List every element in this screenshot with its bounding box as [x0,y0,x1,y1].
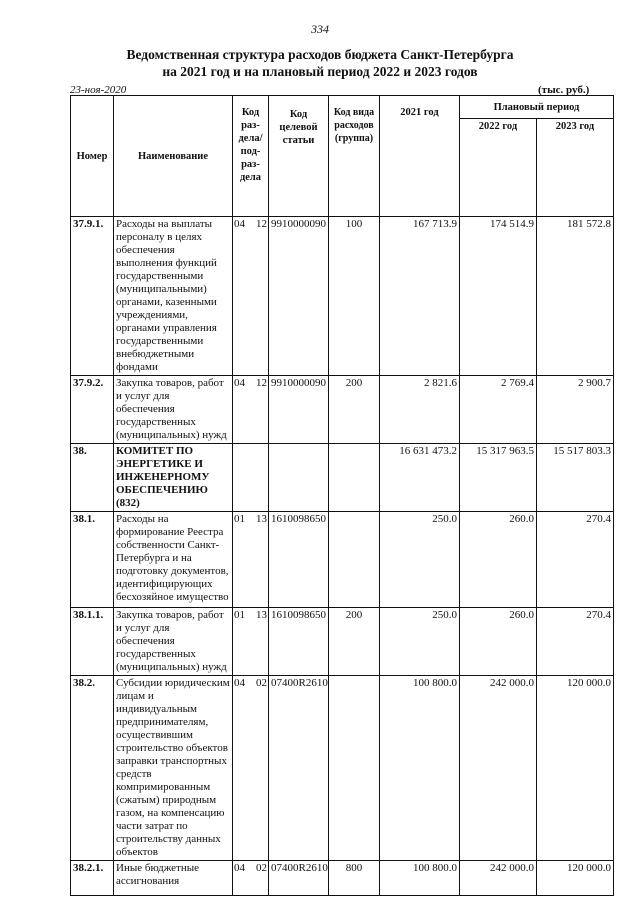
row-target-code: 07400R2610 [269,676,329,861]
row-number: 38.1.1. [71,608,114,676]
row-number: 38.2.1. [71,861,114,896]
row-value-2022: 242 000.0 [460,861,537,896]
header-2022: 2022 год [460,119,537,217]
row-value-2022: 260.0 [460,512,537,608]
document-title [0,46,640,80]
row-value-2021: 16 631 473.2 [380,444,460,512]
title-line-1: Ведомственная структура расходов бюджета Санкт-Петербурга [126,47,514,62]
header-expense-type: Код вида расходов (группа) [329,96,380,217]
row-value-2021: 2 821.6 [380,376,460,444]
row-value-2022: 174 514.9 [460,217,537,376]
row-number: 38. [71,444,114,512]
header-target: Код целевой статьи [269,96,329,217]
row-value-2021: 167 713.9 [380,217,460,376]
section-code: 01 [234,513,245,525]
row-section-code [233,676,269,861]
row-target-code: 1610098650 [269,512,329,608]
row-expense-type [329,512,380,608]
header-number: Номер [71,96,114,217]
row-name: Закупка товаров, работ и услуг для обеспечения государственных (муниципальных) нужд [114,608,233,676]
row-value-2021: 100 800.0 [380,676,460,861]
table-row [71,676,614,861]
row-name: Расходы на выплаты персоналу в целях обеспечения выполнения функций государственными (муниципальными) органами, казенными учреждениями, органами управления государственными внебюджетными фондами [114,217,233,376]
row-target-code: 9910000090 [269,217,329,376]
subsection-code: 12 [256,377,267,389]
header-2023: 2023 год [537,119,614,217]
row-section-code [233,444,269,512]
subsection-code: 13 [256,513,267,525]
row-target-code: 07400R2610 [269,861,329,896]
row-name: Закупка товаров, работ и услуг для обеспечения государственных (муниципальных) нужд [114,376,233,444]
row-expense-type: 200 [329,608,380,676]
row-name: Расходы на формирование Реестра собственности Санкт-Петербурга и на подготовку документов, идентифицирующих бесхозяйное имущество [114,512,233,608]
units-label: (тыс. руб.) [538,84,590,96]
header-name: Наименование [114,96,233,217]
page-number: 334 [311,22,329,36]
subsection-code: 02 [256,677,267,689]
section-code: 01 [234,609,245,621]
row-number: 37.9.1. [71,217,114,376]
table-row [71,512,614,608]
row-value-2021: 250.0 [380,608,460,676]
row-value-2023: 15 517 803.3 [537,444,614,512]
header-planned: Плановый период [460,96,614,119]
header-2021: 2021 год [380,96,460,217]
row-value-2022: 260.0 [460,608,537,676]
row-section-code [233,376,269,444]
section-code: 04 [234,862,245,874]
row-value-2021: 100 800.0 [380,861,460,896]
header-section: Код раз-дела/ под-раз-дела [233,96,269,217]
table-row [71,608,614,676]
subsection-code: 12 [256,218,267,230]
row-target-code: 1610098650 [269,608,329,676]
row-value-2023: 120 000.0 [537,861,614,896]
row-value-2023: 181 572.8 [537,217,614,376]
row-value-2022: 2 769.4 [460,376,537,444]
row-name: Иные бюджетные ассигнования [114,861,233,896]
document-date: 23-ноя-2020 [70,84,127,96]
section-code: 04 [234,377,245,389]
table-row [71,376,614,444]
table-row [71,217,614,376]
row-expense-type [329,444,380,512]
row-value-2021: 250.0 [380,512,460,608]
row-section-code [233,608,269,676]
row-value-2022: 15 317 963.5 [460,444,537,512]
title-line-2: на 2021 год и на плановый период 2022 и 2023 годов [162,64,478,79]
row-target-code [269,444,329,512]
row-value-2023: 2 900.7 [537,376,614,444]
row-value-2023: 120 000.0 [537,676,614,861]
section-code: 04 [234,218,245,230]
row-expense-type [329,676,380,861]
row-name: Субсидии юридическим лицам и индивидуальным предпринимателям, осуществившим строительство объектов заправки транспортных средств компримированным (сжатым) природным газом, на компенсацию части затрат по строительству данных объектов [114,676,233,861]
budget-table [70,95,614,896]
row-expense-type: 800 [329,861,380,896]
row-value-2023: 270.4 [537,512,614,608]
row-number: 37.9.2. [71,376,114,444]
subsection-code: 13 [256,609,267,621]
row-section-code [233,512,269,608]
row-expense-type: 100 [329,217,380,376]
table-row [71,861,614,896]
row-name: КОМИТЕТ ПО ЭНЕРГЕТИКЕ И ИНЖЕНЕРНОМУ ОБЕСПЕЧЕНИЮ (832) [114,444,233,512]
row-number: 38.2. [71,676,114,861]
row-target-code: 9910000090 [269,376,329,444]
subsection-code: 02 [256,862,267,874]
row-section-code [233,217,269,376]
table-row [71,444,614,512]
row-section-code [233,861,269,896]
section-code: 04 [234,677,245,689]
row-value-2023: 270.4 [537,608,614,676]
row-expense-type: 200 [329,376,380,444]
row-value-2022: 242 000.0 [460,676,537,861]
row-number: 38.1. [71,512,114,608]
